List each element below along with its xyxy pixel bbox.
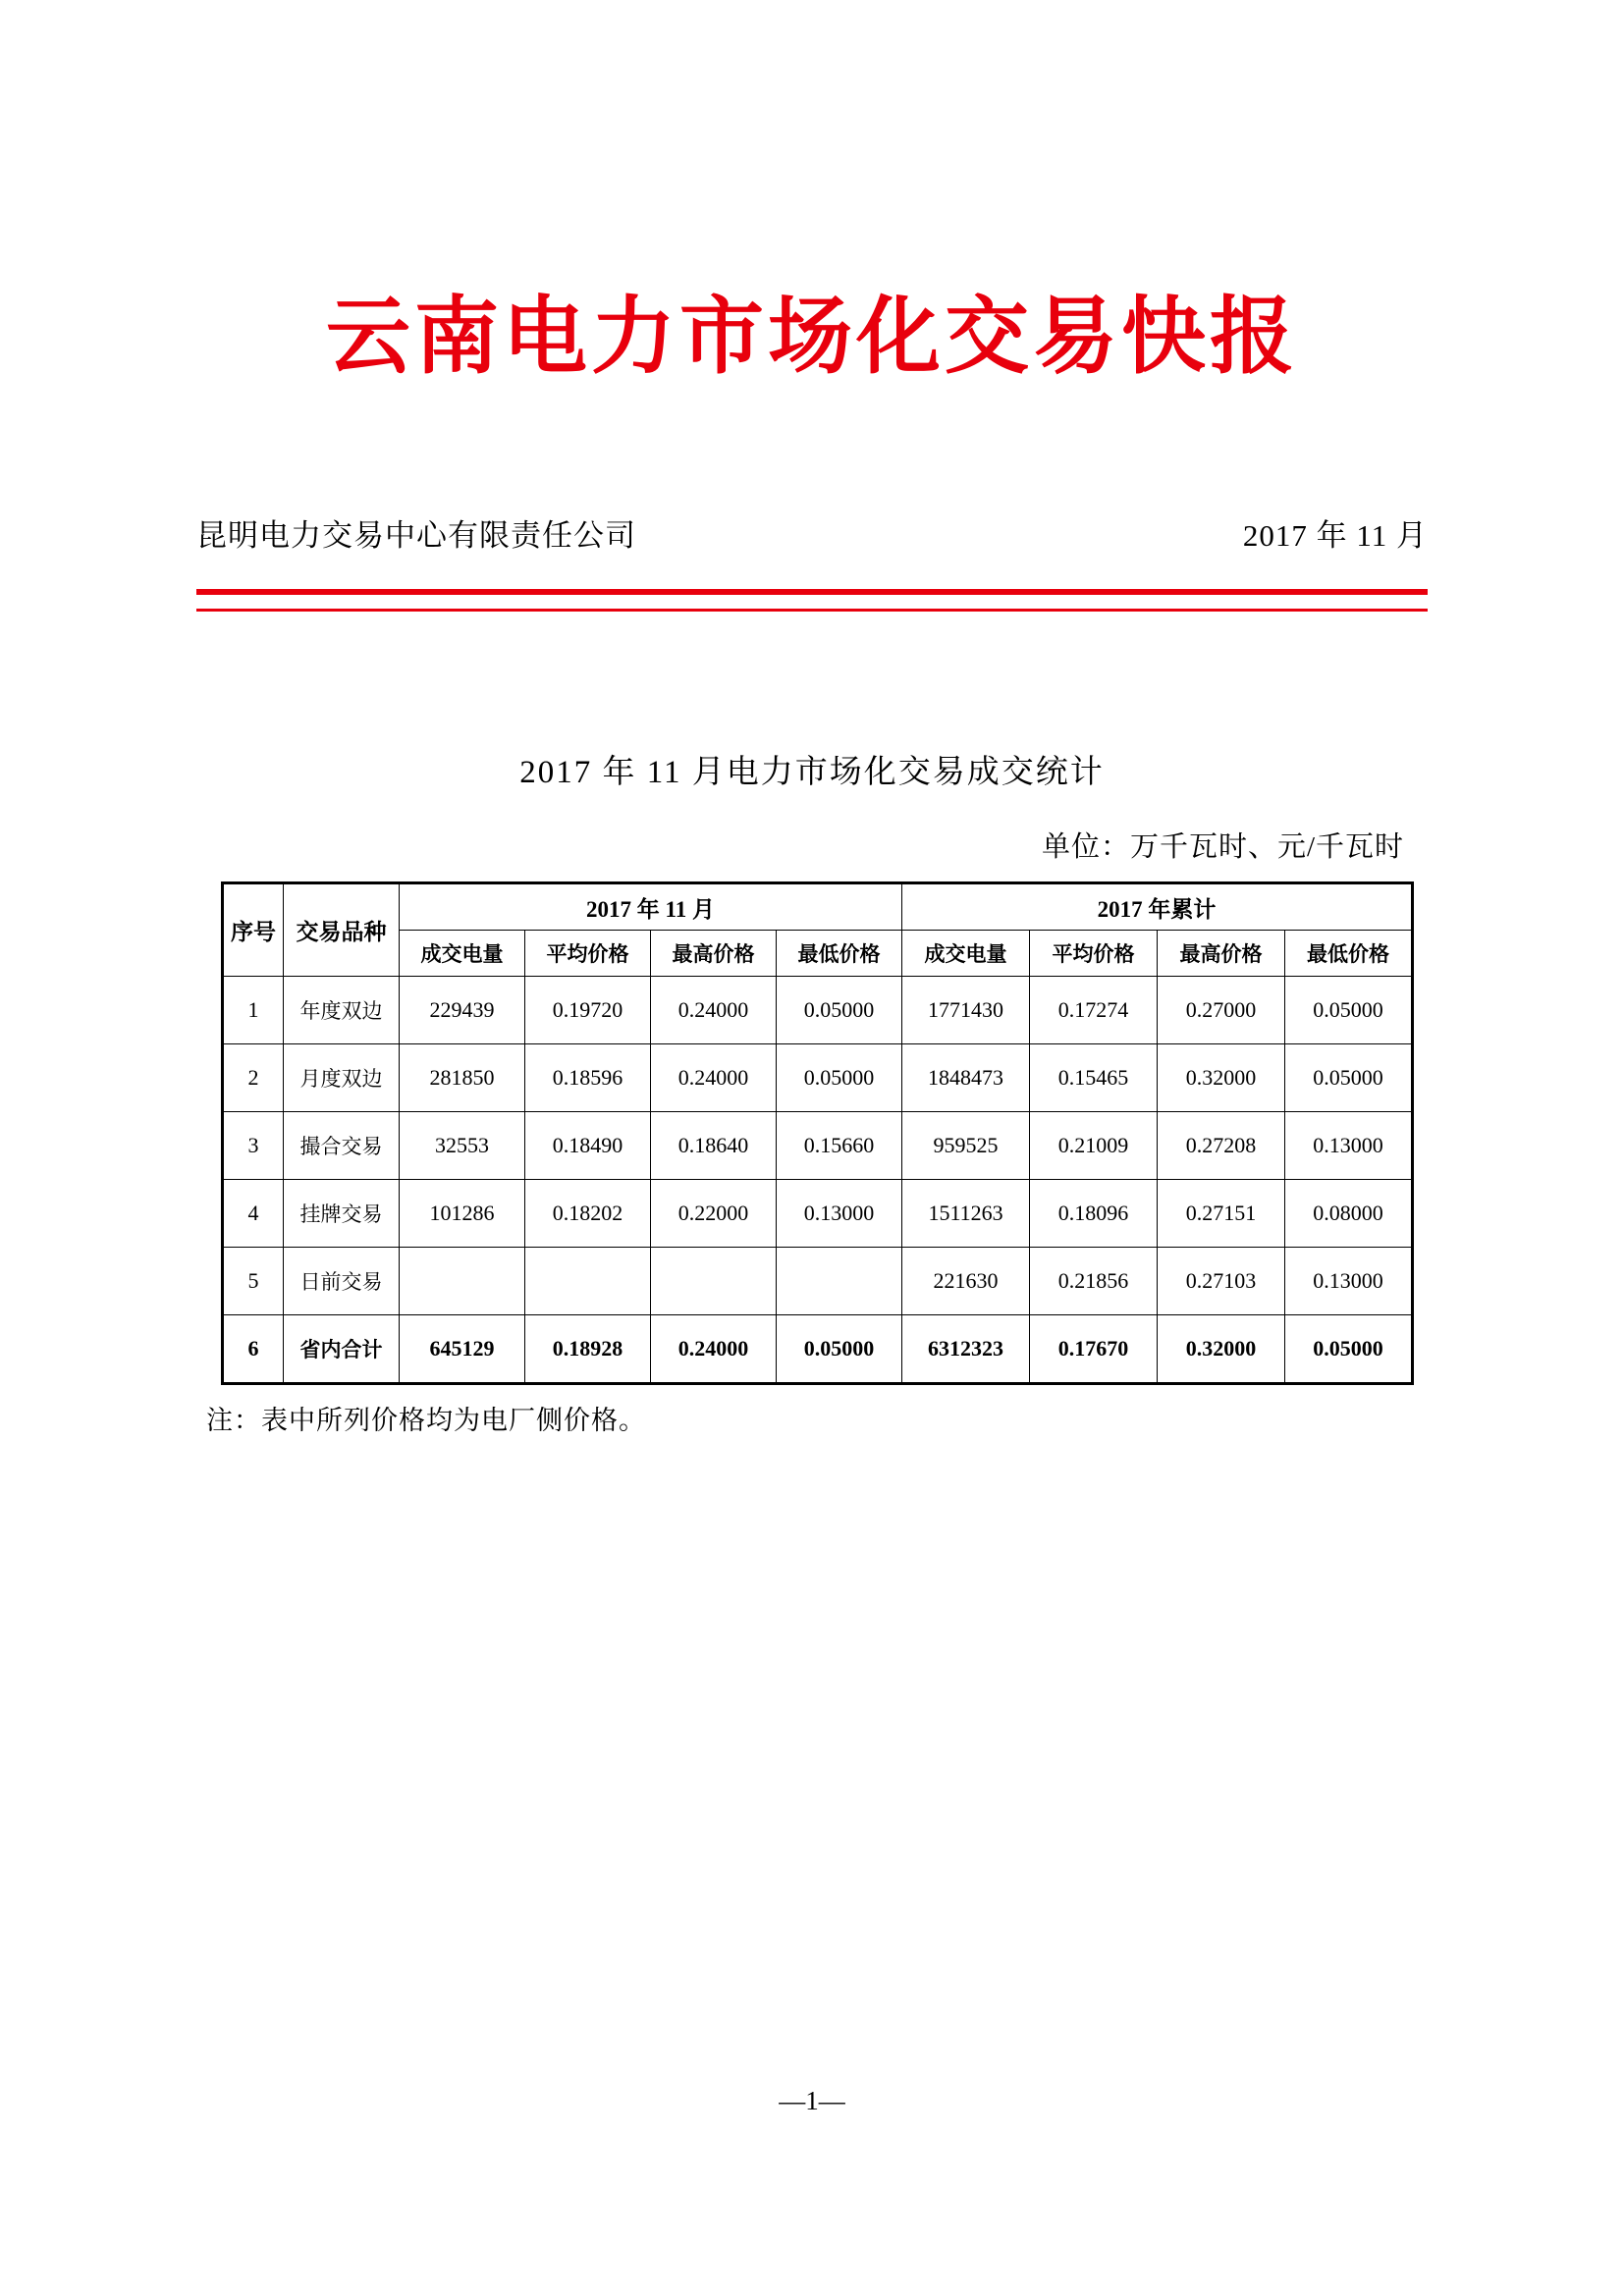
issue-date: 2017 年 11 月: [1242, 518, 1428, 553]
cell-month-max: 0.24000: [651, 1044, 777, 1112]
cell-year-avg: 0.17274: [1030, 977, 1158, 1044]
cell-month-min: 0.15660: [777, 1112, 902, 1180]
unit-label: 单位：万千瓦时、元/千瓦时: [1041, 831, 1404, 863]
issuer-name: 昆明电力交易中心有限责任公司: [196, 518, 636, 554]
statistics-table: [221, 881, 1414, 1385]
cell-year-max: 0.32000: [1158, 1044, 1285, 1112]
cell-month-min: 0.13000: [777, 1180, 902, 1248]
cell-year-avg: 0.17670: [1030, 1315, 1158, 1384]
cell-month-max: 0.24000: [651, 1315, 777, 1384]
cell-month-volume: 229439: [400, 977, 525, 1044]
cell-month-avg: [525, 1248, 651, 1315]
table-row: [223, 1248, 1413, 1315]
cell-month-max: 0.24000: [651, 977, 777, 1044]
cell-year-min: 0.05000: [1285, 1044, 1413, 1112]
cell-trade-type: 撮合交易: [284, 1112, 400, 1180]
cell-seq: 1: [223, 977, 284, 1044]
cell-trade-type: 挂牌交易: [284, 1180, 400, 1248]
cell-month-max: [651, 1248, 777, 1315]
cell-trade-type: 省内合计: [284, 1315, 400, 1384]
cell-year-volume: 6312323: [902, 1315, 1030, 1384]
header-year-avg: 平均价格: [1030, 931, 1158, 977]
cell-seq: 6: [223, 1315, 284, 1384]
cell-trade-type: 年度双边: [284, 977, 400, 1044]
header-group-year: 2017 年累计: [902, 883, 1413, 931]
header-trade-type: 交易品种: [284, 883, 400, 977]
cell-month-avg: 0.18202: [525, 1180, 651, 1248]
cell-month-avg: 0.18928: [525, 1315, 651, 1384]
cell-year-avg: 0.15465: [1030, 1044, 1158, 1112]
cell-seq: 5: [223, 1248, 284, 1315]
cell-year-max: 0.27208: [1158, 1112, 1285, 1180]
cell-year-volume: 1771430: [902, 977, 1030, 1044]
cell-month-volume: [400, 1248, 525, 1315]
cell-year-avg: 0.21856: [1030, 1248, 1158, 1315]
cell-trade-type: 日前交易: [284, 1248, 400, 1315]
cell-year-avg: 0.18096: [1030, 1180, 1158, 1248]
cell-month-max: 0.22000: [651, 1180, 777, 1248]
cell-month-min: [777, 1248, 902, 1315]
cell-month-min: 0.05000: [777, 1044, 902, 1112]
table-header-group-row: [223, 883, 1413, 931]
cell-month-min: 0.05000: [777, 1315, 902, 1384]
cell-month-volume: 281850: [400, 1044, 525, 1112]
header-row: [196, 510, 1428, 555]
cell-year-max: 0.27103: [1158, 1248, 1285, 1315]
header-month-min: 最低价格: [777, 931, 902, 977]
cell-year-min: 0.13000: [1285, 1112, 1413, 1180]
cell-year-volume: 1511263: [902, 1180, 1030, 1248]
cell-seq: 2: [223, 1044, 284, 1112]
table-note: 注：表中所列价格均为电厂侧价格。: [206, 1406, 646, 1436]
cell-year-volume: 221630: [902, 1248, 1030, 1315]
cell-month-volume: 32553: [400, 1112, 525, 1180]
header-year-min: 最低价格: [1285, 931, 1413, 977]
cell-month-max: 0.18640: [651, 1112, 777, 1180]
header-month-max: 最高价格: [651, 931, 777, 977]
header-year-volume: 成交电量: [902, 931, 1030, 977]
cell-year-max: 0.27000: [1158, 977, 1285, 1044]
cell-month-avg: 0.19720: [525, 977, 651, 1044]
table-row: [223, 977, 1413, 1044]
cell-year-min: 0.13000: [1285, 1248, 1413, 1315]
statistics-table-wrapper: [221, 881, 1409, 1385]
table-row: [223, 1180, 1413, 1248]
cell-year-volume: 1848473: [902, 1044, 1030, 1112]
cell-month-volume: 645129: [400, 1315, 525, 1384]
header-seq: 序号: [223, 883, 284, 977]
cell-month-avg: 0.18596: [525, 1044, 651, 1112]
page-number: —1—: [779, 2086, 845, 2115]
table-row: [223, 1044, 1413, 1112]
header-rule-thick: [196, 589, 1428, 595]
cell-year-avg: 0.21009: [1030, 1112, 1158, 1180]
cell-year-volume: 959525: [902, 1112, 1030, 1180]
header-year-max: 最高价格: [1158, 931, 1285, 977]
table-row: [223, 1112, 1413, 1180]
cell-trade-type: 月度双边: [284, 1044, 400, 1112]
table-total-row: [223, 1315, 1413, 1384]
header-group-month: 2017 年 11 月: [400, 883, 902, 931]
header-month-volume: 成交电量: [400, 931, 525, 977]
header-month-avg: 平均价格: [525, 931, 651, 977]
header-rule-thin: [196, 609, 1428, 612]
cell-year-max: 0.27151: [1158, 1180, 1285, 1248]
masthead-title: 云南电力市场化交易快报: [326, 287, 1298, 386]
report-title: 2017 年 11 月电力市场化交易成交统计: [519, 755, 1105, 790]
cell-year-max: 0.32000: [1158, 1315, 1285, 1384]
cell-year-min: 0.05000: [1285, 1315, 1413, 1384]
cell-month-volume: 101286: [400, 1180, 525, 1248]
cell-month-min: 0.05000: [777, 977, 902, 1044]
cell-seq: 3: [223, 1112, 284, 1180]
cell-year-min: 0.08000: [1285, 1180, 1413, 1248]
table-header-sub-row: [223, 931, 1413, 977]
cell-seq: 4: [223, 1180, 284, 1248]
cell-year-min: 0.05000: [1285, 977, 1413, 1044]
cell-month-avg: 0.18490: [525, 1112, 651, 1180]
